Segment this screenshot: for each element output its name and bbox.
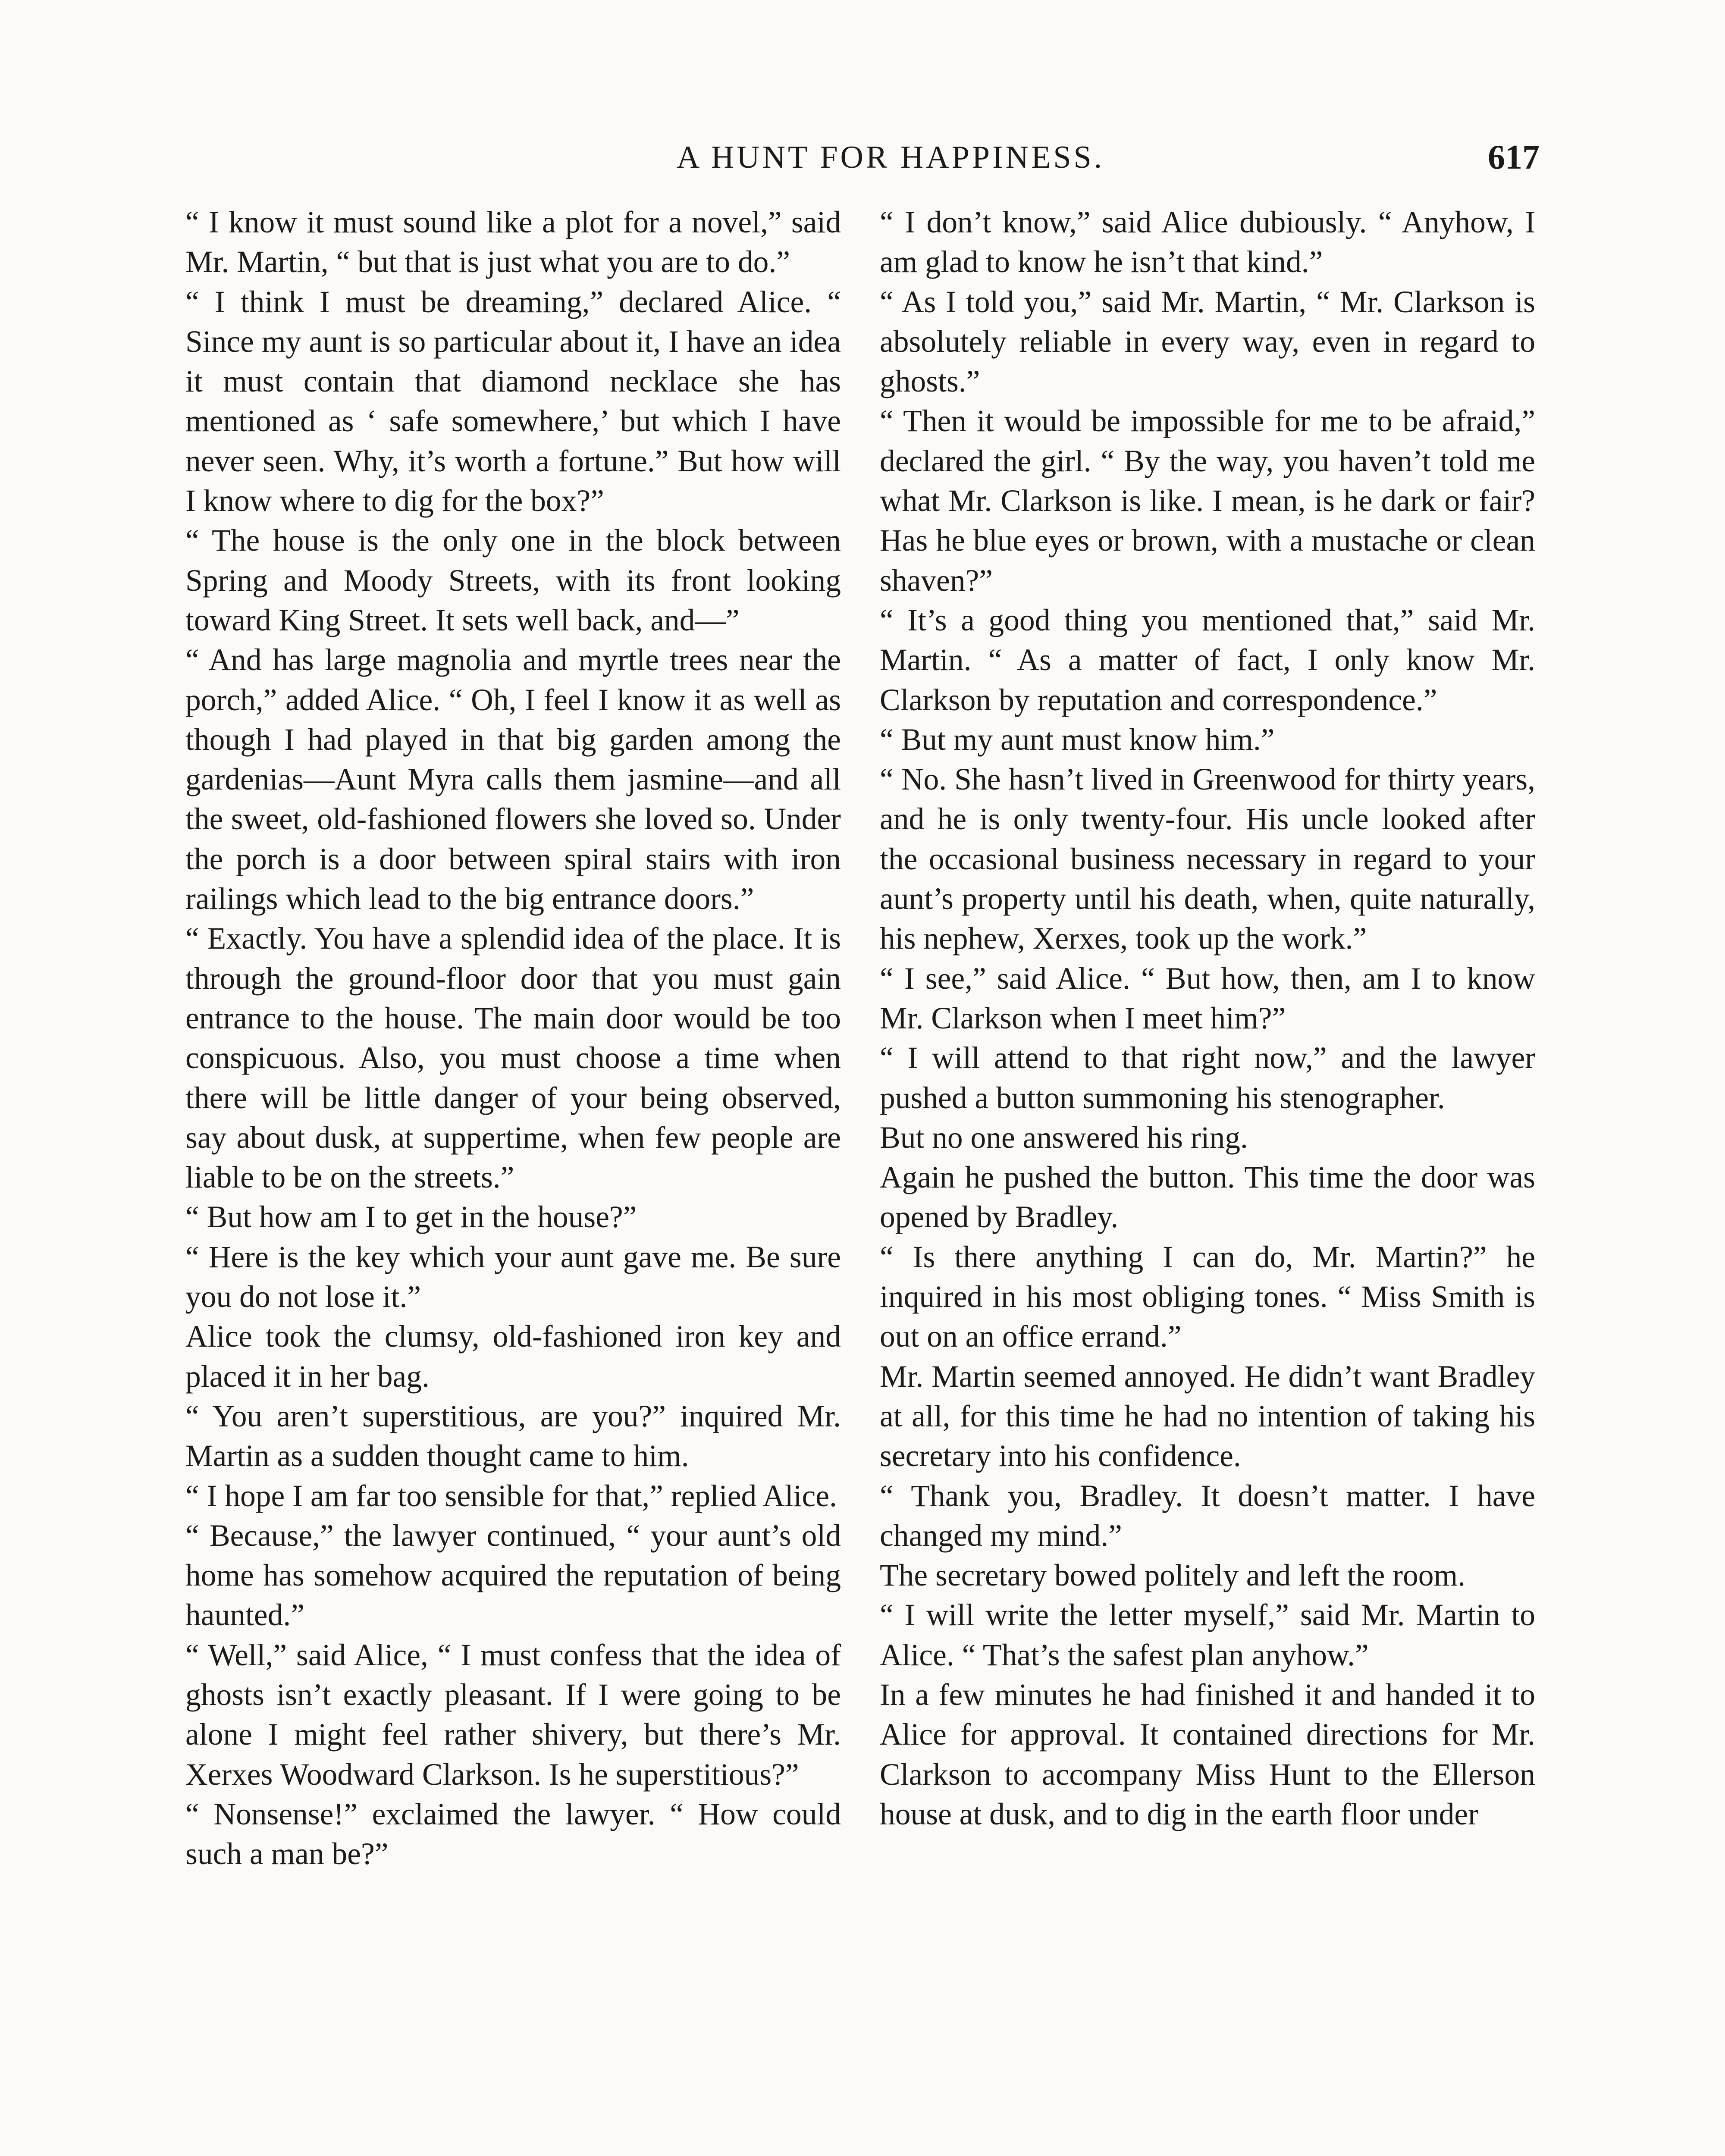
paragraph: “ I hope I am far too sensible for that,” replied Alice.: [185, 1479, 837, 1513]
paragraph: “ Nonsense!” exclaimed the lawyer. “ How could such a man be?”: [185, 1797, 841, 1871]
paragraph: “ Exactly. You have a splendid idea of the place. It is through the ground-floor door that you must gain entrance to the house. The main door would be too conspicuous. Also, you must choose a time when there will be little danger of your being observed, say about dusk, at suppertime, when few people are liable to be on the streets.”: [185, 921, 841, 1195]
paragraph: “ I see,” said Alice. “ But how, then, am I to know Mr. Clarkson when I meet him?”: [880, 961, 1535, 1035]
running-title: A HUNT FOR HAPPINESS.: [676, 140, 1105, 175]
paragraph: “ I think I must be dreaming,” declared Alice. “ Since my aunt is so particular about it, I have an idea it must contain that diamond necklace she has mentioned as ‘ safe somewhere,’ but which I have never seen. Why, it’s worth a fortune.” But how will I know where to dig for the box?”: [185, 285, 841, 518]
paragraph: “ Then it would be impossible for me to be afraid,” declared the girl. “ By the way, you haven’t told me what Mr. Clarkson is like. I mean, is he dark or fair? Has he blue eyes or brown, with a mustache or clean shaven?”: [880, 404, 1535, 598]
paragraph: “ But my aunt must know him.”: [880, 722, 1275, 757]
paragraph: “ As I told you,” said Mr. Martin, “ Mr. Clarkson is absolutely reliable in every way, even in regard to ghosts.”: [880, 285, 1535, 399]
paragraph: “ It’s a good thing you mentioned that,” said Mr. Martin. “ As a matter of fact, I only know Mr. Clarkson by reputation and correspondence.”: [880, 603, 1535, 717]
page-header: [181, 129, 1540, 185]
paragraph: But no one answered his ring.: [880, 1120, 1248, 1155]
paragraph: The secretary bowed politely and left the room.: [880, 1558, 1466, 1593]
page-number: 617: [1488, 138, 1540, 176]
left-text-column: [185, 203, 841, 1874]
paragraph: Alice took the clumsy, old-fashioned iron key and placed it in her bag.: [185, 1319, 841, 1394]
paragraph: “ But how am I to get in the house?”: [185, 1200, 637, 1235]
paragraph: “ I will write the letter myself,” said Mr. Martin to Alice. “ That’s the safest plan anyhow.”: [880, 1598, 1535, 1672]
paragraph: “ I know it must sound like a plot for a novel,” said Mr. Martin, “ but that is just what you are to do.”: [185, 205, 841, 279]
paragraph: In a few minutes he had finished it and handed it to Alice for approval. It contained directions for Mr. Clarkson to accompany Miss Hunt to the Ellerson house at dusk, and to dig in the earth floor under: [880, 1677, 1535, 1831]
paragraph: “ And has large magnolia and myrtle trees near the porch,” added Alice. “ Oh, I feel I know it as well as though I had played in that big garden among the gardenias—Aunt Myra calls them jasmine—and all the sweet, old-fashioned flowers she loved so. Under the porch is a door between spiral stairs with iron railings which lead to the big entrance doors.”: [185, 643, 841, 916]
paragraph: “ I will attend to that right now,” and the lawyer pushed a button summoning his stenographer.: [880, 1041, 1535, 1115]
paragraph: “ The house is the only one in the block between Spring and Moody Streets, with its front looking toward King Street. It sets well back, and—”: [185, 523, 841, 637]
paragraph: “ You aren’t superstitious, are you?” inquired Mr. Martin as a sudden thought came to him.: [185, 1399, 841, 1473]
paragraph: “ Is there anything I can do, Mr. Martin?” he inquired in his most obliging tones. “ Miss Smith is out on an office errand.”: [880, 1240, 1535, 1354]
paragraph: Again he pushed the button. This time the door was opened by Bradley.: [880, 1160, 1535, 1235]
right-text-column: [880, 203, 1535, 1834]
paragraph: “ I don’t know,” said Alice dubiously. “ Anyhow, I am glad to know he isn’t that kind.”: [880, 205, 1535, 279]
paragraph: “ No. She hasn’t lived in Greenwood for thirty years, and he is only twenty-four. His uncle looked after the occasional business necessary in regard to your aunt’s property until his death, when, quite naturally, his nephew, Xerxes, took up the work.”: [880, 762, 1535, 956]
paragraph: “ Because,” the lawyer continued, “ your aunt’s old home has somehow acquired the reputation of being haunted.”: [185, 1518, 841, 1633]
paragraph: “ Well,” said Alice, “ I must confess that the idea of ghosts isn’t exactly pleasant. If I were going to be alone I might feel rather shivery, but there’s Mr. Xerxes Woodward Clarkson. Is he superstitious?”: [185, 1638, 841, 1792]
paragraph: Mr. Martin seemed annoyed. He didn’t want Bradley at all, for this time he had no intention of taking his secretary into his confidence.: [880, 1359, 1535, 1473]
paragraph: “ Thank you, Bradley. It doesn’t matter. I have changed my mind.”: [880, 1479, 1535, 1553]
paragraph: “ Here is the key which your aunt gave me. Be sure you do not lose it.”: [185, 1240, 841, 1314]
